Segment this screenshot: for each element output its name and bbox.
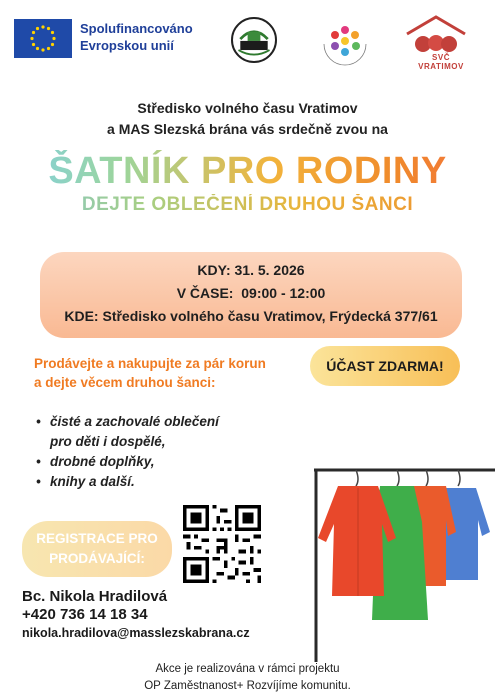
footer-line2: OP Zaměstnanost+ Rozvíjíme komunitu. [144,680,351,692]
registration-line1: REGISTRACE PRO [36,531,158,546]
event-time: V ČASE: 09:00 - 12:00 [176,285,326,301]
clothing-rack-illustration [300,462,495,662]
items-list [34,412,264,492]
eu-text-line2: Evropskou unií [80,38,174,53]
eu-cofinance-text [80,20,193,54]
registration-qr-code[interactable] [183,505,261,583]
contact-name: Bc. Nikola Hradilová [22,588,168,605]
mas-slezska-brana-logo [231,17,277,63]
footer-note [0,661,495,695]
contact-email[interactable]: nikola.hradilova@masslezskabrana.cz [22,626,250,640]
eu-flag-logo [14,19,72,58]
list-item: • čisté a zachovalé oblečení [34,412,264,432]
project-community-logo [318,16,372,70]
contact-phone[interactable]: +420 736 14 18 34 [22,606,148,623]
intro-text [0,98,495,140]
event-title: ŠATNÍK PRO RODINY [0,150,495,192]
event-date: KDY: 31. 5. 2026 [197,262,305,278]
event-subtitle: DEJTE OBLEČENÍ DRUHOU ŠANCI [0,194,495,216]
promo-line2: a dejte věcem druhou šanci: [34,375,216,390]
registration-line2: PRODÁVAJÍCÍ: [49,551,145,566]
intro-line2: a MAS Slezská brána vás srdečně zvou na [107,121,388,137]
svc-logo-text: SVČ VRATIMOV [418,53,464,71]
promo-line1: Prodávejte a nakupujte za pár korun [34,356,266,371]
list-item: • knihy a další. [34,472,264,492]
intro-line1: Středisko volného času Vratimov [137,100,358,116]
free-entry-badge: ÚČAST ZDARMA! [310,346,460,386]
event-location: KDE: Středisko volného času Vratimov, Frýdecká 377/61 [64,308,438,324]
list-item: • drobné doplňky, [34,452,264,472]
event-info-box [40,252,462,338]
eu-text-line1: Spolufinancováno [80,21,193,36]
registration-badge [22,521,172,577]
promo-text [34,354,294,392]
footer-line1: Akce je realizována v rámci projektu [155,663,340,675]
list-item-continuation: pro děti i dospělé, [50,434,166,449]
